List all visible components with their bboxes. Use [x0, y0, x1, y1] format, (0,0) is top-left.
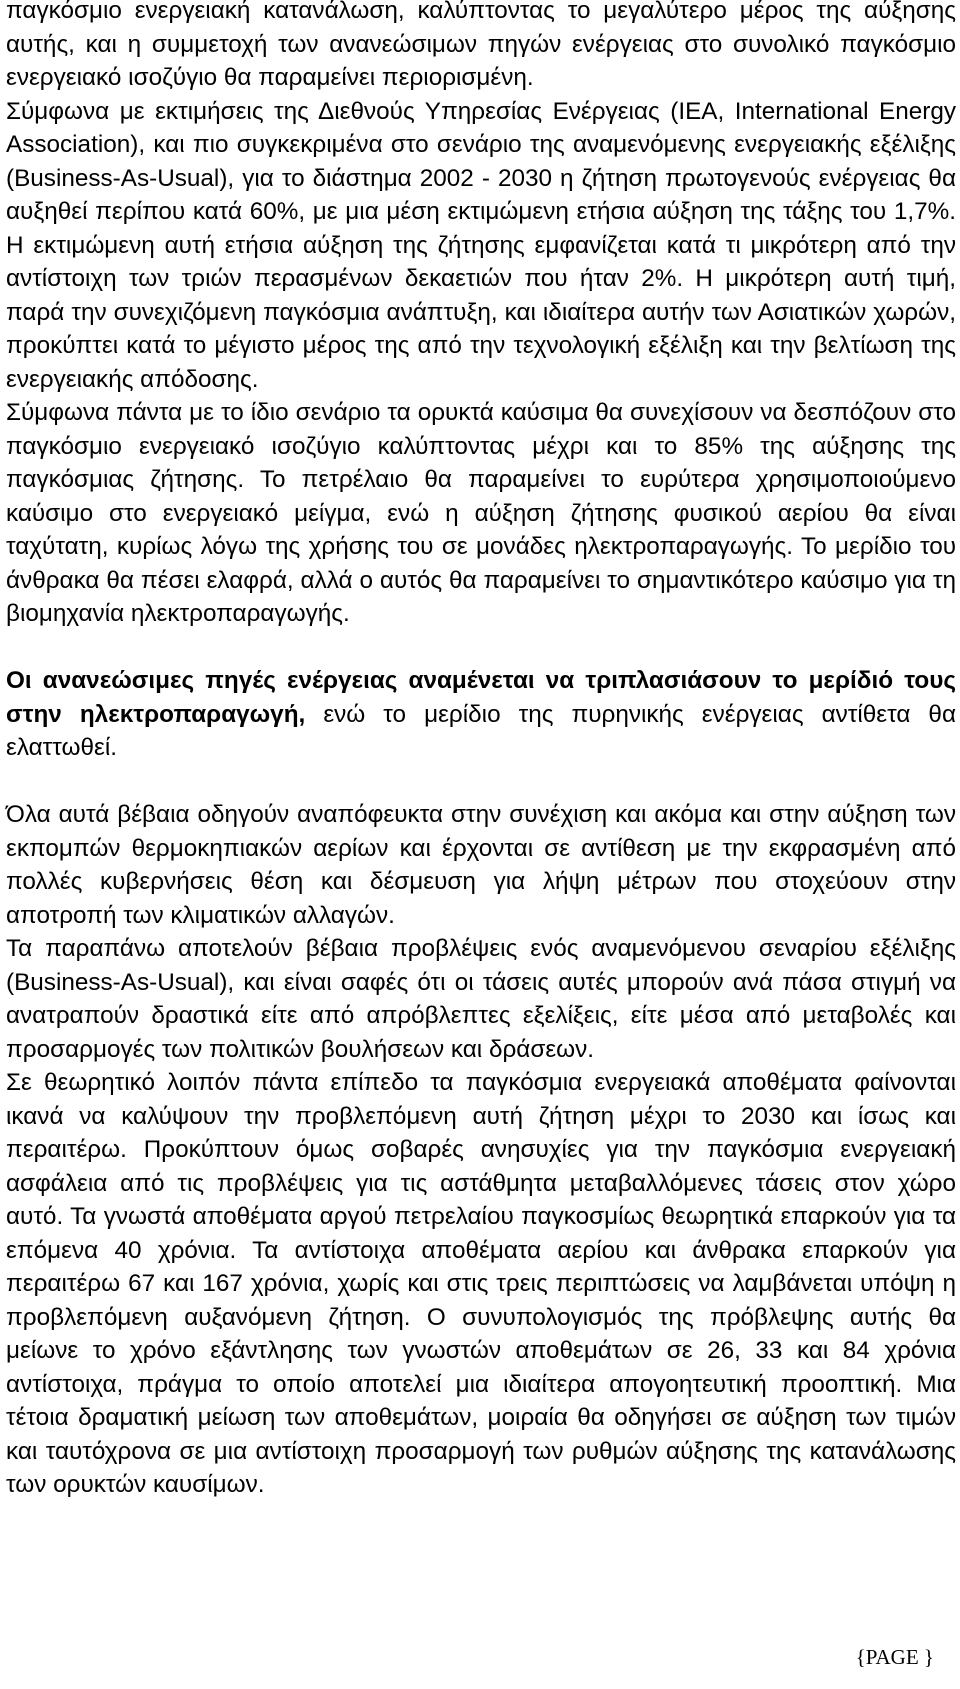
- paragraph-5: Όλα αυτά βέβαια οδηγούν αναπόφευκτα στην συνέχιση και ακόμα και στην αύξηση των εκπομπών θερμοκηπιακών αερίων και έρχονται σε αντίθεση με την εκφρασμένη από πολλές κυβερνήσεις θέση και δέσμευση για λήψη μέτρων που στοχεύουν στην αποτροπή των κλιματικών αλλαγών.: [6, 801, 956, 929]
- paragraph-2: Σύμφωνα με εκτιμήσεις της Διεθνούς Υπηρεσίας Ενέργειας (IEA, International Energy Association), και πιο συγκεκριμένα στο σενάριο της αναμενόμενης ενεργειακής εξέλιξης (Business-As-Usual), για το διάστημα 2002 - 2030 η ζήτηση πρωτογενούς ενέργειας θα αυξηθεί περίπου κατά 60%, με μια μέση εκτιμώμενη ετήσια αύξηση της τάξης του 1,7%. Η εκτιμώμενη αυτή ετήσια αύξηση της ζήτησης εμφανίζεται κατά τι μικρότερη από την αντίστοιχη των τριών περασμένων δεκαετιών που ήταν 2%. Η μικρότερη αυτή τιμή, παρά την συνεχιζόμενη παγκόσμια ανάπτυξη, και ιδιαίτερα αυτήν των Ασιατικών χωρών, προκύπτει κατά το μέγιστο μέρος της από την τεχνολογική εξέλιξη και την βελτίωση της ενεργειακής απόδοσης.: [6, 97, 956, 393]
- page-number-field: {PAGE }: [855, 1645, 934, 1669]
- paragraph-spacer: [6, 631, 956, 665]
- paragraph-spacer: [6, 765, 956, 799]
- paragraph-6: Τα παραπάνω αποτελούν βέβαια προβλέψεις ενός αναμενόμενου σεναρίου εξέλιξης (Business-As-Usual), και είναι σαφές ότι οι τάσεις αυτές μπορούν ανά πάσα στιγμή να ανατραπούν δραστικά είτε από απρόβλεπτες εξελίξεις, είτε μέσα από μεταβολές και προσαρμογές των πολιτικών βουλήσεων και δράσεων.: [6, 935, 956, 1063]
- paragraph-3: Σύμφωνα πάντα με το ίδιο σενάριο τα ορυκτά καύσιμα θα συνεχίσουν να δεσπόζουν στο παγκόσμιο ενεργειακό ισοζύγιο καλύπτοντας μέχρι και το 85% της αύξησης της παγκόσμιας ζήτησης. Το πετρέλαιο θα παραμείνει το ευρύτερα χρησιμοποιούμενο καύσιμο στο ενεργειακό μείγμα, ενώ η αύξηση ζήτησης φυσικού αερίου θα είναι ταχύτατη, κυρίως λόγω της χρήσης του σε μονάδες ηλεκτροπαραγωγής. Το μερίδιο του άνθρακα θα πέσει ελαφρά, αλλά ο αυτός θα παραμείνει το σημαντικότερο καύσιμο για τη βιομηχανία ηλεκτροπαραγωγής.: [6, 399, 956, 627]
- paragraph-1: παγκόσμιο ενεργειακή κατανάλωση, καλύπτοντας το μεγαλύτερο μέρος της αύξησης αυτής, και η συμμετοχή των ανανεώσιμων πηγών ενέργειας στο συνολικό παγκόσμιο ενεργειακό ισοζύγιο θα παραμείνει περιορισμένη.: [6, 0, 956, 91]
- highlighted-statement: Οι ανανεώσιμες πηγές ενέργειας αναμένεται να τριπλασιάσουν το μερίδιό τους στην ηλεκτροπαραγωγή,: [6, 667, 956, 728]
- paragraph-4: [6, 664, 956, 765]
- paragraph-4-continuation: ενώ το μερίδιο της πυρηνικής ενέργειας αντίθετα θα ελαττωθεί.: [6, 700, 956, 761]
- paragraph-7: Σε θεωρητικό λοιπόν πάντα επίπεδο τα παγκόσμια ενεργειακά αποθέματα φαίνονται ικανά να καλύψουν την προβλεπόμενη αυτή ζήτηση μέχρι το 2030 και ίσως και περαιτέρω. Προκύπτουν όμως σοβαρές ανησυχίες για την παγκόσμια ενεργειακή ασφάλεια από τις προβλέψεις για τις αστάθμητα μεταβαλλόμενες τάσεις στον χώρο αυτό. Τα γνωστά αποθέματα αργού πετρελαίου παγκοσμίως θεωρητικά επαρκούν για τα επόμενα 40 χρόνια. Τα αντίστοιχα αποθέματα αερίου και άνθρακα επαρκούν για περαιτέρω 67 και 167 χρόνια, χωρίς και στις τρεις περιπτώσεις να λαμβάνεται υπόψη η προβλεπόμενη αυξανόμενη ζήτηση. Ο συνυπολογισμός της πρόβλεψης αυτής θα μείωνε το χρόνο εξάντλησης των γνωστών αποθεμάτων σε 26, 33 και 84 χρόνια αντίστοιχα, πράγμα το οποίο αποτελεί μια ιδιαίτερα απογοητευτική προοπτική. Μια τέτοια δραματική μείωση των αποθεμάτων, μοιραία θα οδηγήσει σε αύξηση των τιμών και ταυτόχρονα σε μια αντίστοιχη προσαρμογή των ρυθμών αύξησης της κατανάλωσης των ορυκτών καυσίμων.: [6, 1069, 956, 1498]
- document-body: [6, 0, 956, 1502]
